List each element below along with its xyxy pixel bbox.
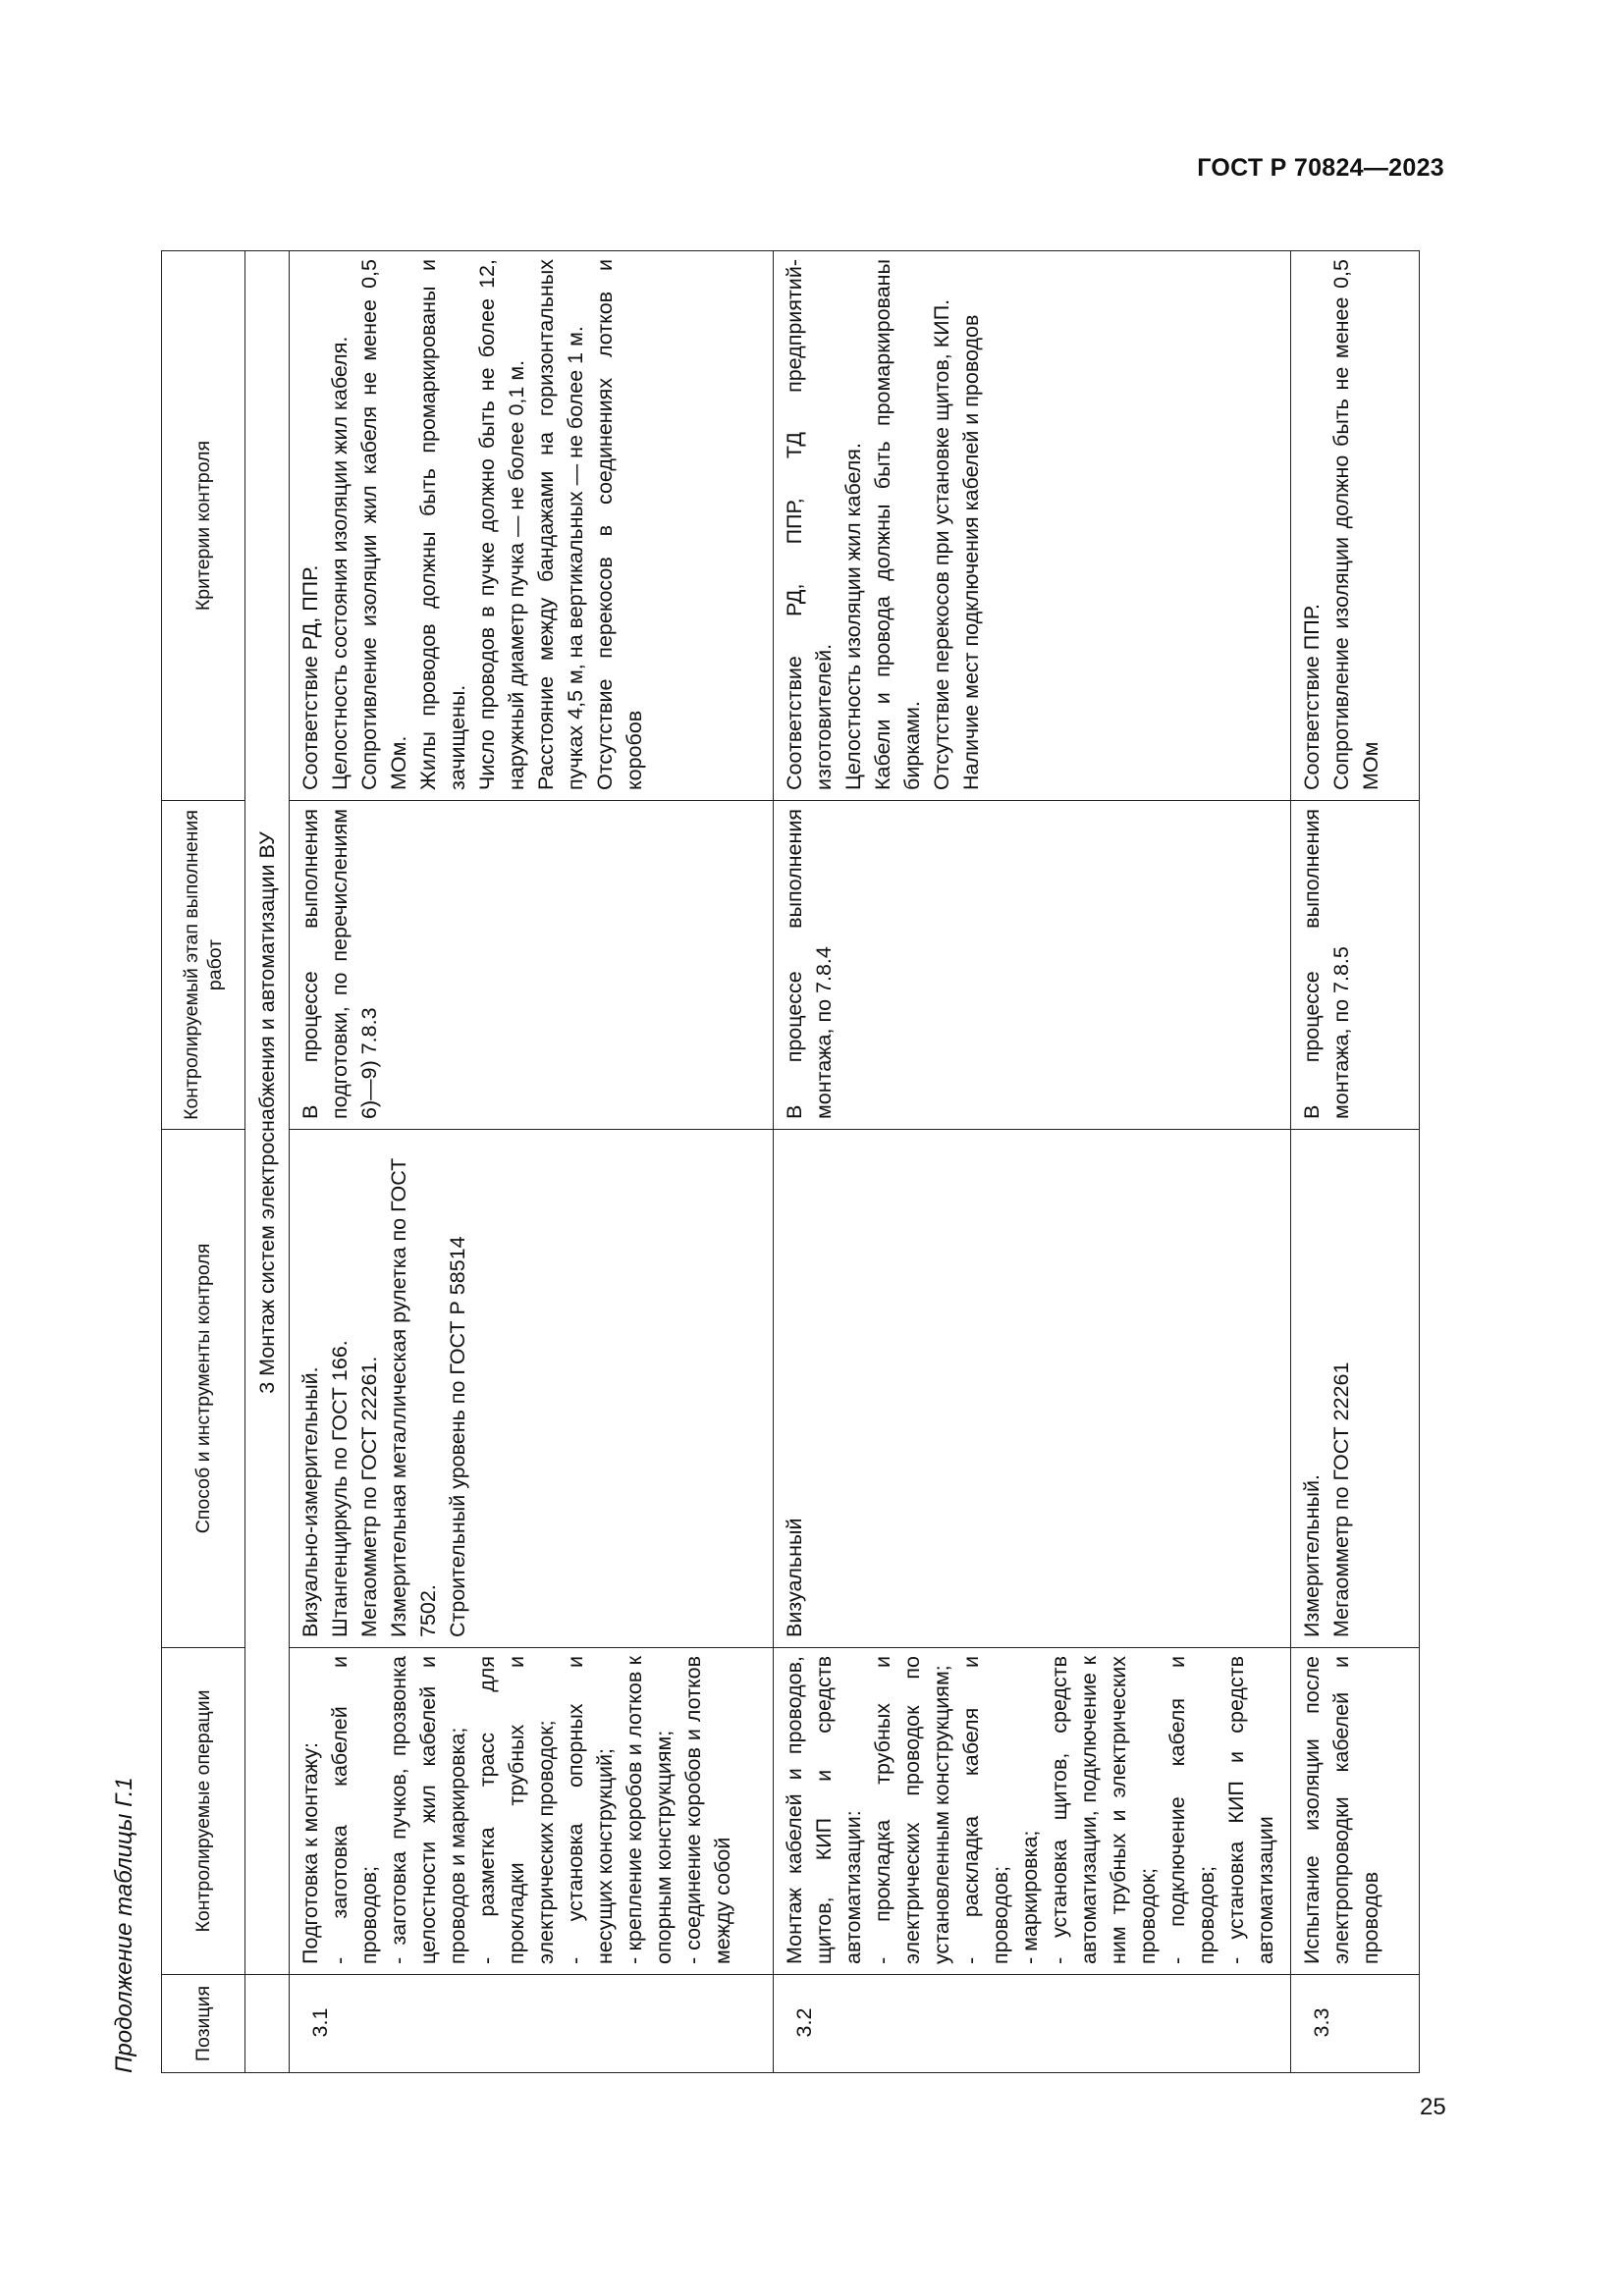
criteria-line: Число проводов в пучке должно быть не более 12, наружный диаметр пучка — не более 0,1 м. <box>475 259 528 790</box>
criteria-line: Кабели и провода должны быть промаркированы бирками. <box>871 259 924 790</box>
operation-line: - установка опорных и несущих конструкций; <box>564 1656 617 1964</box>
operation-line: - крепление коробов и лотков к опорным конструкциям; <box>623 1656 676 1964</box>
criteria-cell <box>290 251 774 801</box>
position-cell: 3.1 <box>290 1975 774 2073</box>
method-line: Визуально-измерительный. <box>298 1366 322 1637</box>
operation-line: Монтаж кабелей и проводов, щитов, КИП и средств автоматизации: <box>783 1656 865 1964</box>
criteria-line: Соответствие РД, ППР. <box>298 564 322 790</box>
operation-line: Испытание изоляции после электропроводки кабелей и проводов <box>1300 1656 1382 1964</box>
section-row <box>245 251 290 2073</box>
position-cell: 3.2 <box>774 1975 1291 2073</box>
operation-line: - установка щитов, средств автоматизации, подключение к ним трубных и электрических проводок; <box>1048 1656 1160 1964</box>
position-cell: 3.3 <box>1291 1975 1420 2073</box>
criteria-line: Отсутствие перекосов при установке щитов, КИП. <box>930 298 953 790</box>
operation-line: - разметка трасс для прокладки трубных и электрических проводок; <box>475 1656 558 1964</box>
criteria-line: Сопротивление изоляции должно быть не менее 0,5 МОм <box>1329 259 1382 790</box>
operations-cell <box>1291 1648 1420 1975</box>
page-number: 25 <box>1420 2094 1446 2120</box>
section-spacer-cell <box>245 1975 290 2073</box>
column-header-position: Позиция <box>162 1975 245 2073</box>
table-header-row <box>162 251 245 2073</box>
operations-cell <box>290 1648 774 1975</box>
criteria-line: Соответствие ППР. <box>1300 604 1324 790</box>
column-header-stage: Контролируемый этап выполнения работ <box>162 801 245 1130</box>
criteria-line: Расстояние между бандажами на горизонтальных пучках 4,5 м, на вертикальных — не более 1 м. <box>534 259 587 790</box>
control-table <box>161 250 1420 2073</box>
column-header-criteria: Критерии контроля <box>162 251 245 801</box>
operation-line: Подготовка к монтажу: <box>298 1741 322 1964</box>
table-row <box>290 251 774 2073</box>
table-caption: Продолжение таблицы Г.1 <box>111 1777 137 2073</box>
criteria-line: Целостность изоляции жил кабеля. <box>841 443 865 790</box>
criteria-cell <box>774 251 1291 801</box>
criteria-line: Сопротивление изоляции жил кабеля не менее 0,5 МОм. <box>357 259 410 790</box>
operations-cell <box>774 1648 1291 1975</box>
table-row <box>774 251 1291 2073</box>
method-line: Мегаомметр по ГОСТ 22261 <box>1329 1362 1353 1637</box>
operation-line: - соединение коробов и лотков между собой <box>681 1656 734 1964</box>
table-row <box>1291 251 1420 2073</box>
stage-cell: В процессе выполнения монтажа, по 7.8.4 <box>774 801 1291 1130</box>
operation-line: - подключение кабеля и проводов; <box>1165 1656 1218 1964</box>
methods-cell <box>290 1130 774 1648</box>
section-title: 3 Монтаж систем электроснабжения и автоматизации ВУ <box>245 251 290 1975</box>
criteria-cell <box>1291 251 1420 801</box>
methods-cell <box>774 1130 1291 1648</box>
method-line: Измерительная металлическая рулетка по ГОСТ 7502. <box>387 1157 440 1637</box>
operation-line: - маркировка; <box>1018 1830 1042 1964</box>
column-header-operations: Контролируемые операции <box>162 1648 245 1975</box>
criteria-line: Соответствие РД, ППР, ТД предприятий-изготовителей. <box>783 259 836 790</box>
operation-line: - установка КИП и средств автоматизации <box>1224 1656 1277 1964</box>
operation-line: - заготовка пучков, прозвонка целостности жил кабелей и проводов и маркировка; <box>387 1656 469 1964</box>
method-line: Строительный уровень по ГОСТ Р 58514 <box>446 1236 469 1637</box>
rotated-table-container <box>161 251 1382 2073</box>
criteria-line: Отсутствие перекосов в соединениях лотков и коробов <box>593 259 646 790</box>
criteria-line: Наличие мест подключения кабелей и проводов <box>959 314 983 790</box>
criteria-line: Целостность состояния изоляции жил кабеля. <box>328 336 352 790</box>
operation-line: - раскладка кабеля и проводов; <box>959 1656 1012 1964</box>
operation-line: - прокладка трубных и электрических проводок по установленным конструкциям; <box>871 1656 953 1964</box>
stage-cell: В процессе выполнения монтажа, по 7.8.5 <box>1291 801 1420 1130</box>
method-line: Визуальный <box>783 1518 806 1637</box>
method-line: Штангенциркуль по ГОСТ 166. <box>328 1340 352 1637</box>
stage-cell: В процессе выполнения подготовки, по перечислениям 6)—9) 7.8.3 <box>290 801 774 1130</box>
methods-cell <box>1291 1130 1420 1648</box>
document-code: ГОСТ Р 70824—2023 <box>1197 154 1444 182</box>
operation-line: - заготовка кабелей и проводов; <box>328 1656 381 1964</box>
method-line: Измерительный. <box>1300 1474 1324 1637</box>
column-header-methods: Способ и инструменты контроля <box>162 1130 245 1648</box>
method-line: Мегаомметр по ГОСТ 22261. <box>357 1356 381 1637</box>
criteria-line: Жилы проводов должны быть промаркированы и зачищены. <box>416 259 469 790</box>
